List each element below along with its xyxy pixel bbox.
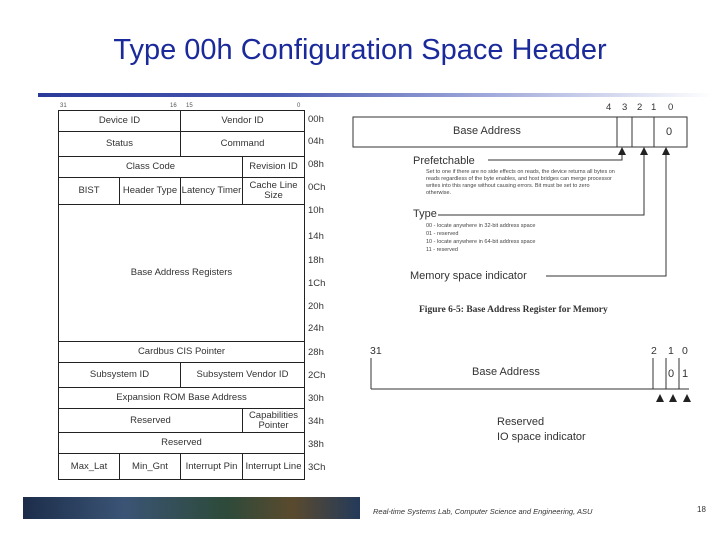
- offset-label: 10h: [308, 205, 324, 216]
- capabilities-pointer-field: Capabilities Pointer: [243, 409, 304, 433]
- offset-label: 24h: [308, 323, 324, 334]
- io-reserved-label: Reserved: [497, 416, 545, 428]
- bit-label-31: 31: [60, 103, 67, 109]
- status-field: Status: [59, 132, 181, 157]
- subsystem-vendor-id-field: Subsystem Vendor ID: [181, 363, 304, 388]
- io-bit0-value: 1: [682, 368, 689, 380]
- bit-label-0: 0: [297, 103, 301, 109]
- offset-label: 2Ch: [308, 370, 326, 381]
- mem-bit-label-0: 0: [668, 102, 674, 113]
- io-bit1-value: 0: [668, 368, 675, 380]
- offset-label: 18h: [308, 255, 324, 266]
- footer-decorative-banner: [23, 497, 360, 519]
- latency-timer-field: Latency Timer: [181, 178, 243, 205]
- offset-label: 1Ch: [308, 278, 326, 289]
- header-type-field: Header Type: [120, 178, 181, 205]
- offset-label: 28h: [308, 347, 324, 358]
- reserved-field-2: Reserved: [59, 433, 304, 454]
- mem-bit0-value: 0: [666, 126, 673, 138]
- min-gnt-field: Min_Gnt: [120, 454, 181, 479]
- type-option: 11 - reserved: [426, 247, 458, 253]
- offset-label: 08h: [308, 159, 324, 170]
- offset-label: 3Ch: [308, 462, 326, 473]
- mem-bit-label-1: 1: [651, 102, 657, 113]
- io-base-address-label: Base Address: [472, 366, 540, 378]
- prefetchable-description: Set to one if there are no side effects on reads, the device returns all bytes on reads regardless of the byte enables, and host bridges can merge processor writes into this range without causing errors. Bit must be set to zero otherwise.: [426, 169, 615, 196]
- command-field: Command: [181, 132, 304, 157]
- io-bit-label-31: 31: [370, 345, 382, 357]
- mem-base-address-label: Base Address: [453, 125, 521, 137]
- type-option: 10 - locate anywhere in 64-bit address space: [426, 239, 536, 245]
- io-bit-label-2: 2: [651, 345, 657, 357]
- offset-label: 00h: [308, 114, 324, 125]
- offset-label: 38h: [308, 439, 324, 450]
- interrupt-line-field: Interrupt Line: [245, 460, 302, 472]
- subsystem-id-field: Subsystem ID: [59, 363, 181, 388]
- offset-label: 14h: [308, 231, 324, 242]
- reserved-field-1: Reserved: [59, 409, 243, 433]
- offset-label: 30h: [308, 393, 324, 404]
- figure-caption: Figure 6-5: Base Address Register for Memory: [419, 305, 608, 315]
- max-lat-field: Max_Lat: [59, 454, 120, 479]
- device-id-field: Device ID: [59, 111, 181, 132]
- page-number: 18: [697, 505, 706, 514]
- type-option: 00 - locate anywhere in 32-bit address space: [426, 223, 536, 229]
- bist-field: BIST: [59, 178, 120, 205]
- io-space-indicator-label: IO space indicator: [497, 431, 586, 443]
- io-bit-label-1: 1: [668, 345, 674, 357]
- interrupt-pin-field: Interrupt Pin: [181, 454, 243, 479]
- memory-space-indicator-label: Memory space indicator: [410, 270, 527, 282]
- bit-label-16: 16: [170, 103, 177, 109]
- offset-label: 04h: [308, 136, 324, 147]
- cache-line-size-field: Cache Line Size: [243, 178, 304, 205]
- expansion-rom-field: Expansion ROM Base Address: [59, 388, 304, 409]
- mem-bit-label-2: 2: [637, 102, 643, 113]
- base-address-registers-field: Base Address Registers: [59, 205, 304, 342]
- offset-label: 20h: [308, 301, 324, 312]
- cardbus-cis-pointer-field: Cardbus CIS Pointer: [59, 342, 304, 363]
- mem-bit-label-4: 4: [606, 102, 612, 113]
- bit-label-15: 15: [186, 103, 193, 109]
- revision-id-field: Revision ID: [243, 157, 304, 178]
- prefetchable-label: Prefetchable: [413, 155, 475, 167]
- offset-label: 34h: [308, 416, 324, 427]
- footer-text: Real-time Systems Lab, Computer Science and Engineering, ASU: [373, 507, 593, 516]
- slide-title: Type 00h Configuration Space Header: [113, 34, 607, 66]
- type-option: 01 - reserved: [426, 231, 459, 237]
- type-label: Type: [413, 208, 437, 220]
- vendor-id-field: Vendor ID: [181, 111, 304, 132]
- io-bit-label-0: 0: [682, 345, 688, 357]
- offset-label: 0Ch: [308, 182, 326, 193]
- mem-bit-label-3: 3: [622, 102, 628, 113]
- class-code-field: Class Code: [59, 157, 243, 178]
